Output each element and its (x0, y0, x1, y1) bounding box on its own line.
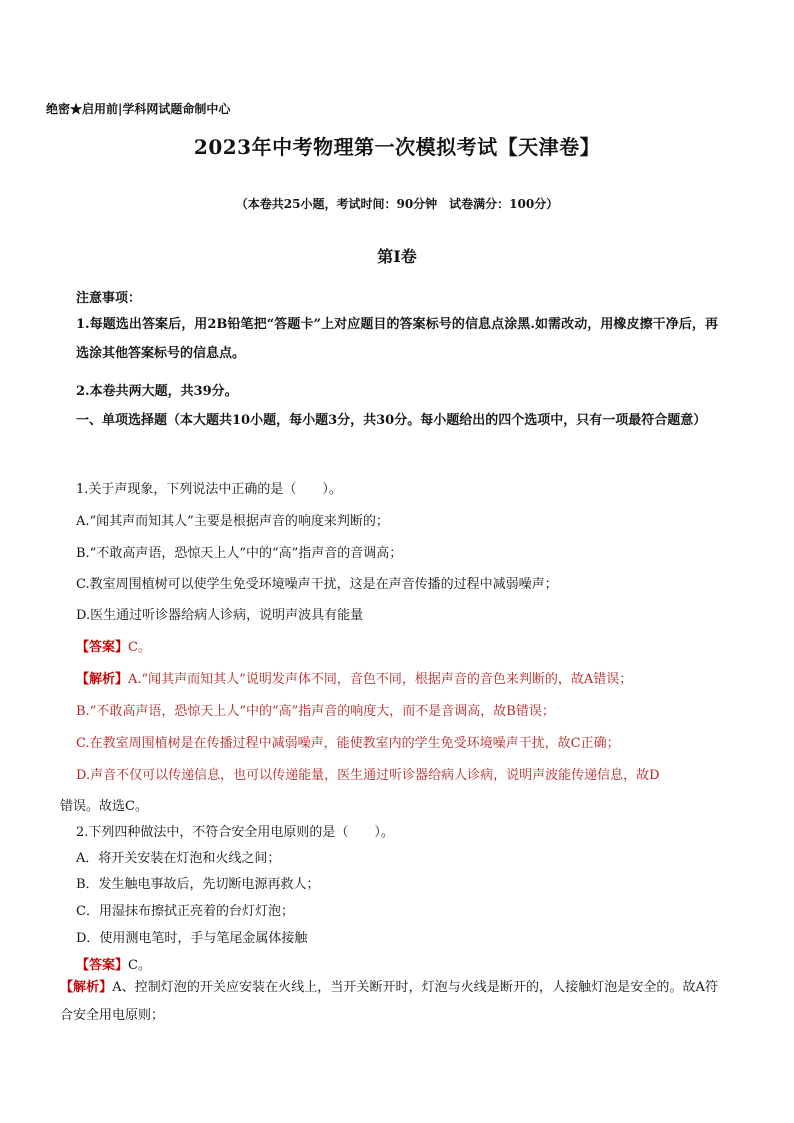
page-title: 2023年中考物理第一次模拟考试【天津卷】 (193, 135, 601, 159)
q2-analysis (60, 974, 718, 1030)
q2-option-c: C．用湿抹布擦拭正亮着的台灯灯泡； (76, 904, 294, 919)
analysis-label: 【解析】 (60, 980, 113, 995)
q2-stem: 2.下列四种做法中，不符合安全用电原则的是（ ）。 (76, 825, 394, 840)
q1-option-c: C.教室周围植树可以使学生免受环境噪声干扰，这是在声音传播的过程中减弱噪声； (76, 577, 558, 592)
answer-label: 【答案】 (76, 640, 129, 655)
q1-stem: 1.关于声现象，下列说法中正确的是（ ）。 (76, 482, 342, 497)
q1-answer (76, 636, 151, 655)
exam-info: （本卷共25小题，考试时间：90分钟 试卷满分：100分） (235, 197, 559, 211)
volume-heading: 第Ⅰ卷 (377, 247, 417, 266)
q1-option-b: B.“不敢高声语，恐惊天上人”中的“高”指声音的音调高； (76, 546, 403, 561)
q2-option-b: B．发生触电事故后，先切断电源再救人； (76, 877, 320, 892)
q1-analysis-b: B.“不敢高声语，恐惊天上人”中的“高”指声音的响度大，而不是音调高，故B错误； (76, 704, 555, 719)
analysis-text: A.“闻其声而知其人”说明发声体不同，音色不同，根据声音的音色来判断的，故A错误； (128, 672, 633, 687)
q2-option-d: D．使用测电笔时，手与笔尾金属体接触 (76, 931, 308, 946)
q1-analysis-end: 错误。故选C。 (60, 799, 148, 814)
section-1-heading: 一、单项选择题（本大题共10小题，每小题3分，共30分。每小题给出的四个选项中，只有一项最符合题意） (76, 413, 707, 428)
q1-analysis-d: D.声音不仅可以传递信息，也可以传递能量，医生通过听诊器给病人诊病，说明声波能传递信息，故D (76, 768, 660, 783)
answer-value: C。 (128, 958, 151, 973)
q2-option-a: A．将开关安装在灯泡和火线之间； (76, 851, 281, 866)
notes-item-2: 2.本卷共两大题，共39分。 (76, 384, 238, 399)
analysis-text: A、控制灯泡的开关应安装在火线上，当开关断开时，灯泡与火线是断开的，人接触灯泡是安全的。故A符合安全用电原则； (60, 980, 718, 1023)
q1-analysis-c: C.在教室周围植树是在传播过程中减弱噪声，能使教室内的学生免受环境噪声干扰，故C正确； (76, 736, 620, 751)
confidential-note: 绝密★启用前|学科网试题命制中心 (46, 102, 231, 116)
answer-value: C。 (128, 640, 151, 655)
q1-option-d: D.医生通过听诊器给病人诊病，说明声波具有能量 (76, 608, 364, 623)
answer-label: 【答案】 (76, 958, 129, 973)
notes-heading: 注意事项： (76, 291, 142, 306)
q1-option-a: A.“闻其声而知其人”主要是根据声音的响度来判断的； (76, 514, 389, 529)
q2-answer (76, 954, 151, 973)
q1-analysis-a (76, 668, 632, 687)
analysis-label: 【解析】 (76, 672, 129, 687)
notes-item-1: 1.每题选出答案后，用2B铅笔把“答题卡”上对应题目的答案标号的信息点涂黑.如需改动，用橡皮擦干净后，再选涂其他答案标号的信息点。 (76, 317, 718, 361)
